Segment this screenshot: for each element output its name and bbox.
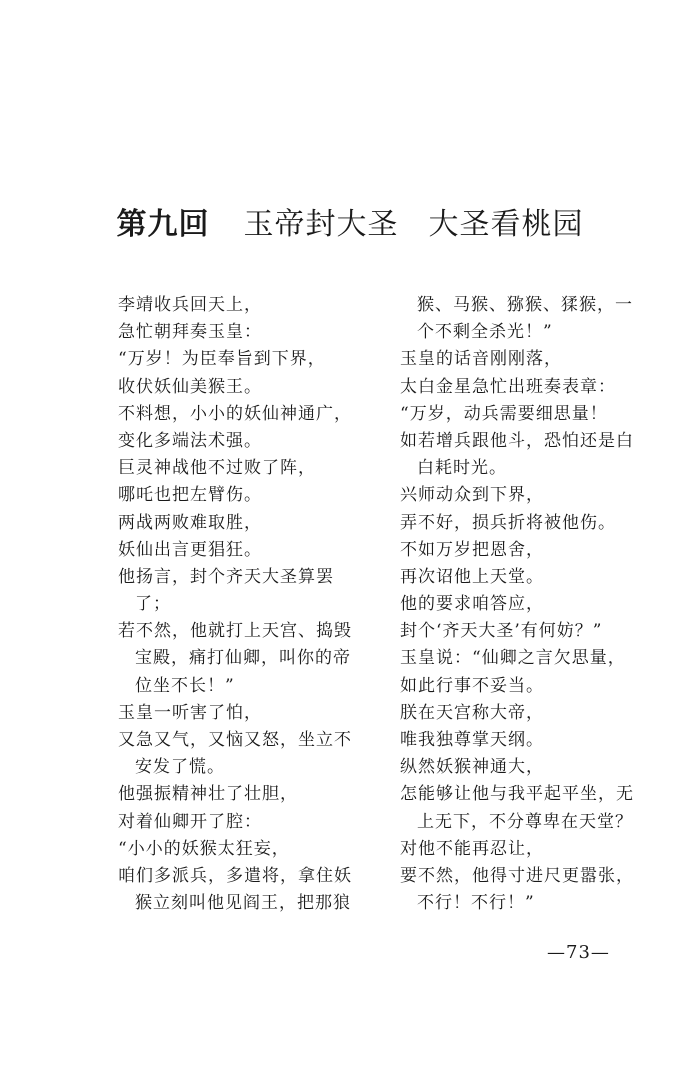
- verse-line: 又急又气，又恼又怒，坐立不: [118, 730, 352, 750]
- verse-line: 他强振精神壮了壮胆，: [118, 784, 298, 805]
- verse-line: 李靖收兵回天上，: [118, 295, 262, 315]
- verse-line: 要不然，他得寸进尺更嚣张，: [400, 865, 634, 886]
- verse-line: 玉皇一听害了怕，: [118, 702, 262, 723]
- verse-line: 上无下，不分尊卑在天堂？: [417, 811, 633, 832]
- verse-line: 若不然，他就打上天宫、捣毁: [118, 621, 352, 642]
- verse-line: 他扬言，封个齐天大圣算罢: [118, 566, 334, 587]
- verse-line: 玉皇的话音刚刚落，: [400, 349, 562, 370]
- page-number: —73—: [547, 942, 610, 963]
- verse-line: 宝殿，痛打仙卿，叫你的帝: [135, 648, 351, 669]
- chapter-title-part-2: 大圣看桃园: [428, 207, 584, 242]
- verse-line: 不行！不行！”: [417, 893, 535, 914]
- verse-line: 弄不好，损兵折将被他伤。: [400, 512, 616, 533]
- verse-line: 对他不能再忍让，: [400, 838, 544, 859]
- verse-line: 他的要求咱答应，: [400, 594, 544, 615]
- verse-line: 妖仙出言更猖狂。: [118, 539, 262, 560]
- verse-line: 怎能够让他与我平起平坐，无: [400, 784, 634, 805]
- verse-line: 巨灵神战他不过败了阵，: [118, 458, 316, 479]
- verse-line: 兴师动众到下界，: [400, 485, 544, 506]
- verse-line: 急忙朝拜奏玉皇：: [118, 322, 262, 343]
- verse-line: 位坐不长！”: [135, 675, 235, 696]
- verse-line: 安发了慌。: [135, 757, 225, 778]
- verse-line: 如此行事不妥当。: [400, 675, 544, 696]
- verse-line: 了；: [135, 594, 171, 615]
- verse-line: 唯我独尊掌天纲。: [400, 730, 544, 750]
- verse-line: 对着仙卿开了腔：: [118, 811, 262, 832]
- right-text-column: [400, 292, 645, 917]
- chapter-title: [0, 205, 700, 245]
- verse-line: “小小的妖猴太狂妄，: [118, 838, 290, 859]
- verse-line: 封个‘齐天大圣’有何妨？”: [400, 621, 603, 642]
- verse-line: 猴立刻叫他见阎王，把那狼: [135, 893, 351, 914]
- verse-line: 咱们多派兵，多遣将，拿住妖: [118, 865, 352, 886]
- verse-line: 不料想，小小的妖仙神通广，: [118, 403, 352, 424]
- verse-line: 太白金星急忙出班奏表章：: [400, 376, 616, 397]
- verse-line: “万岁，动兵需要细思量！: [400, 403, 608, 424]
- verse-line: 不如万岁把恩舍，: [400, 539, 544, 560]
- left-text-column: [118, 292, 368, 917]
- verse-line: 朕在天宫称大帝，: [400, 702, 544, 723]
- chapter-title-part-1: 玉帝封大圣: [243, 207, 399, 242]
- verse-line: 变化多端法术强。: [118, 430, 262, 451]
- verse-line: 玉皇说：“仙卿之言欠思量，: [400, 648, 626, 669]
- verse-line: 个不剩全杀光！”: [417, 322, 553, 343]
- verse-line: 收伏妖仙美猴王。: [118, 376, 262, 397]
- verse-line: 白耗时光。: [417, 458, 507, 479]
- verse-line: 如若增兵跟他斗，恐怕还是白: [400, 430, 634, 451]
- verse-line: 再次诏他上天堂。: [400, 566, 544, 587]
- verse-line: 纵然妖猴神通大，: [400, 757, 544, 778]
- verse-line: “万岁！为臣奉旨到下界，: [118, 349, 326, 370]
- verse-line: 两战两败难取胜，: [118, 512, 262, 533]
- verse-line: 猴、马猴、猕猴、猱猴，一: [417, 295, 633, 315]
- verse-line: 哪吒也把左臂伤。: [118, 485, 262, 506]
- chapter-number: 第九回: [116, 207, 210, 242]
